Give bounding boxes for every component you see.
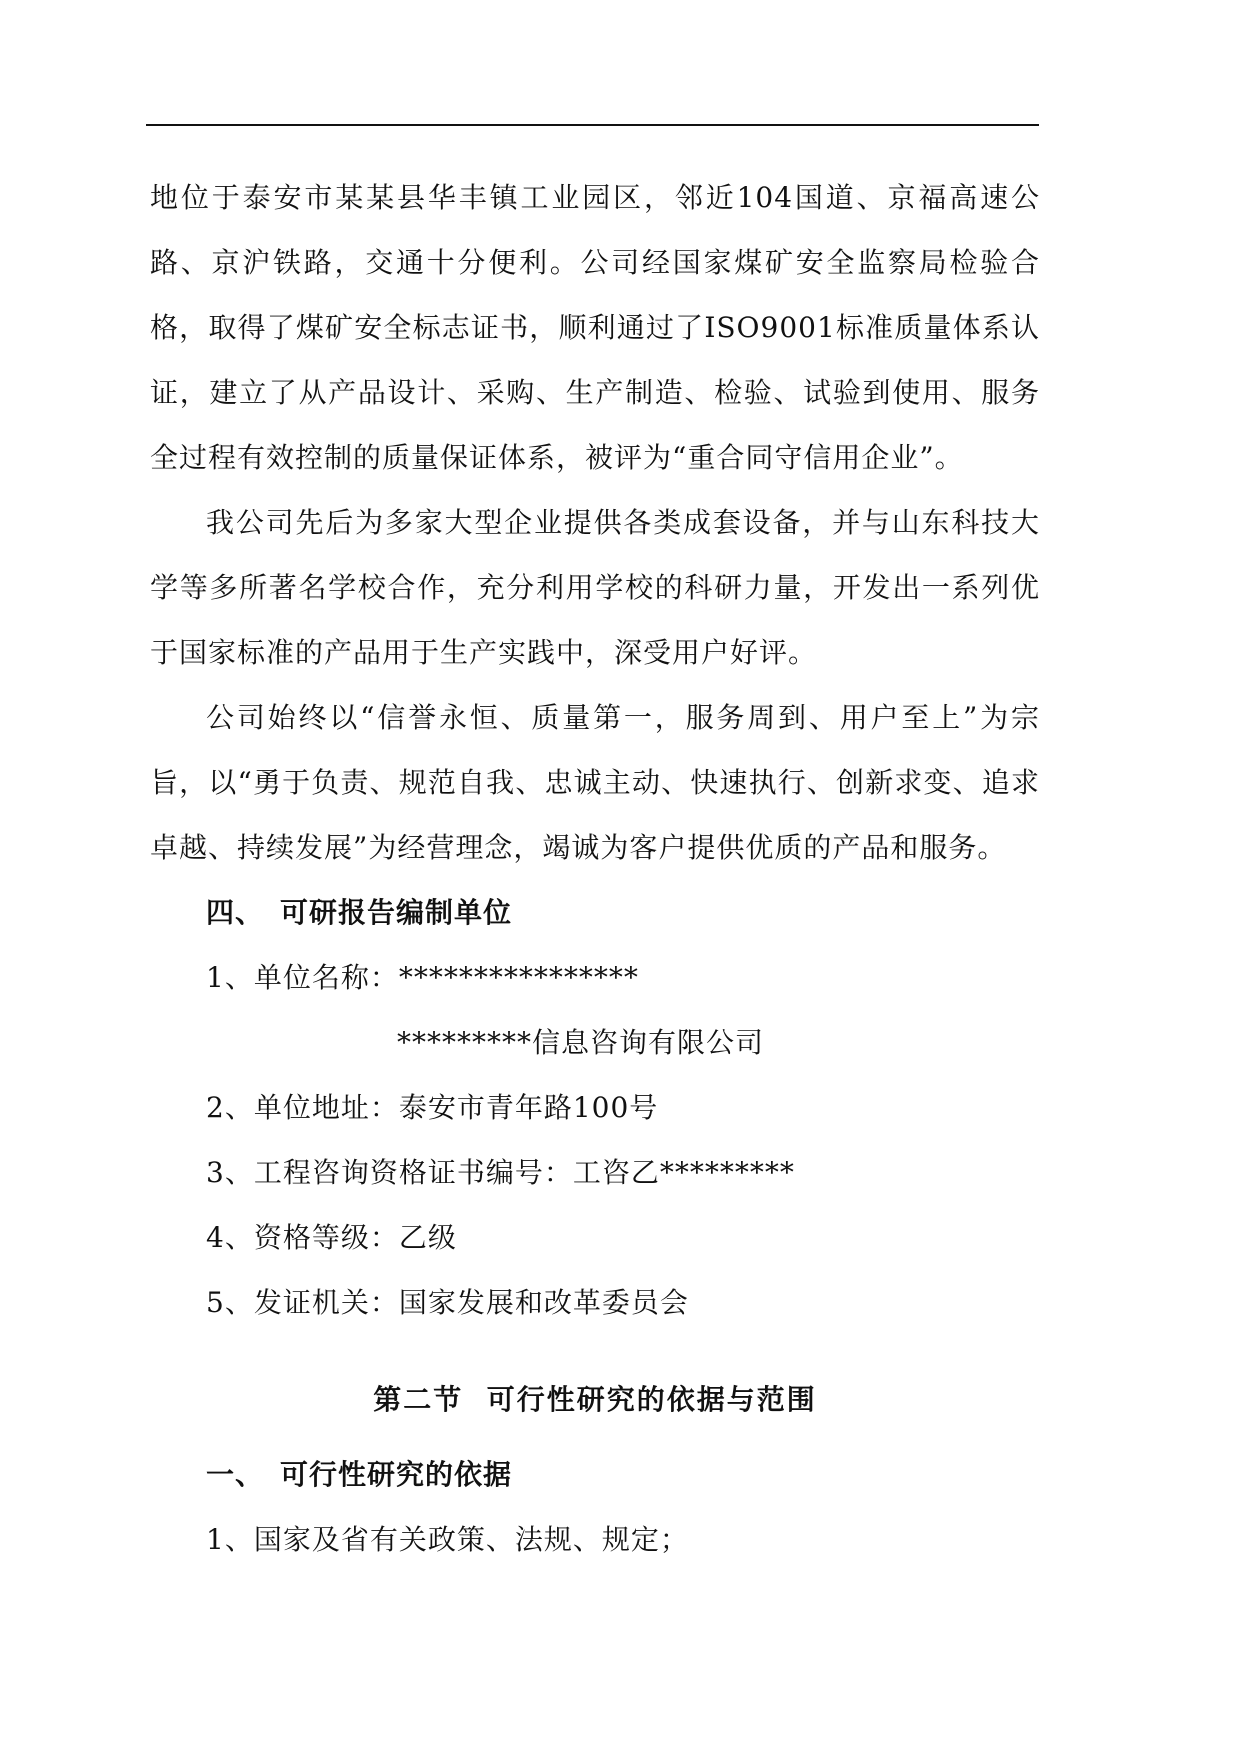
heading-basis	[150, 1442, 1040, 1507]
heading-preparer	[150, 880, 1040, 945]
section-title: 第二节 可行性研究的依据与范围	[373, 1383, 817, 1416]
heading-number: 一、	[206, 1458, 265, 1491]
spacer	[150, 1335, 1040, 1367]
item-certificate-number: 3、工程咨询资格证书编号：工咨乙*********	[206, 1156, 795, 1189]
basis-item: 1、国家及省有关政策、法规、规定；	[206, 1523, 689, 1556]
paragraph-cooperation: 我公司先后为多家大型企业提供各类成套设备，并与山东科技大学等多所著名学校合作，充分利用学校的科研力量，开发出一系列优于国家标准的产品用于生产实践中，深受用户好评。	[150, 506, 1040, 669]
item-qualification-level: 4、资格等级：乙级	[206, 1221, 457, 1254]
heading-number: 四、	[206, 896, 265, 929]
item-issuing-authority: 5、发证机关：国家发展和改革委员会	[206, 1286, 689, 1319]
document-body	[150, 165, 1040, 1572]
item-unit-name-cont: *********信息咨询有限公司	[397, 1026, 765, 1059]
header-rule	[146, 124, 1039, 126]
heading-title: 可研报告编制单位	[280, 896, 513, 929]
item-unit-address: 2、单位地址：泰安市青年路100号	[206, 1091, 659, 1124]
item-unit-name: 1、单位名称：****************	[206, 961, 639, 994]
spacer	[150, 1432, 1040, 1442]
heading-title: 可行性研究的依据	[280, 1458, 513, 1491]
paragraph-principles: 公司始终以“信誉永恒、质量第一，服务周到、用户至上”为宗旨，以“勇于负责、规范自我、忠诚主动、快速执行、创新求变、追求卓越、持续发展”为经营理念，竭诚为客户提供优质的产品和服务。	[150, 701, 1040, 864]
paragraph-company-location: 地位于泰安市某某县华丰镇工业园区，邻近104国道、京福高速公路、京沪铁路，交通十分便利。公司经国家煤矿安全监察局检验合格，取得了煤矿安全标志证书，顺利通过了ISO9001标准质量体系认证，建立了从产品设计、采购、生产制造、检验、试验到使用、服务全过程有效控制的质量保证体系，被评为“重合同守信用企业”。	[150, 181, 1040, 474]
